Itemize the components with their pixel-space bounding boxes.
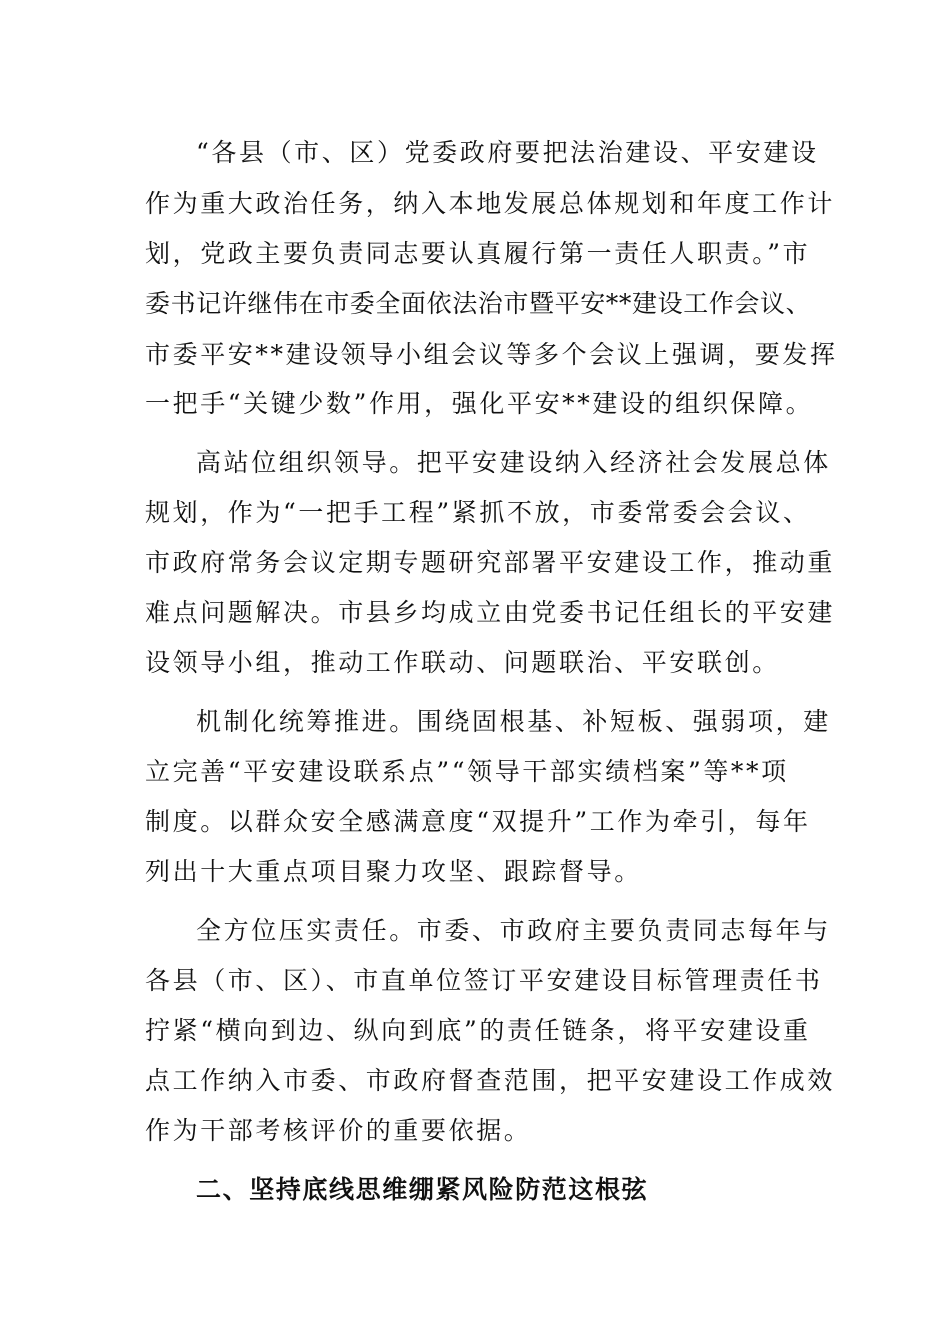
text-line: 各县（市、区）、市直单位签订平安建设目标管理责任书 [145, 966, 823, 995]
section-heading: 二、坚持底线思维绷紧风险防范这根弦 [196, 1175, 649, 1204]
text-line: 作为干部考核评价的重要依据。 [145, 1116, 532, 1145]
text-line: 拧紧“横向到边、纵向到底”的责任链条，将平安建设重 [145, 1016, 811, 1045]
text-line: 规划，作为“一把手工程”紧抓不放，市委常委会会议、 [145, 498, 811, 527]
text-line: 划，党政主要负责同志要认真履行第一责任人职责。”市 [145, 239, 811, 268]
text-line: 高站位组织领导。把平安建设纳入经济社会发展总体 [196, 448, 831, 477]
text-line: 列出十大重点项目聚力攻坚、跟踪督导。 [145, 857, 642, 886]
text-line: 制度。以群众安全感满意度“双提升”工作为牵引，每年 [145, 807, 811, 836]
text-line: 市委平安**建设领导小组会议等多个会议上强调，要发挥 [145, 340, 838, 369]
text-line: “各县（市、区）党委政府要把法治建设、平安建设 [196, 138, 819, 167]
text-line: 作为重大政治任务，纳入本地发展总体规划和年度工作计 [145, 189, 836, 218]
text-line: 委书记许继伟在市委全面依法治市暨平安**建设工作会议、 [145, 289, 812, 318]
text-line: 一把手“关键少数”作用，强化平安**建设的组织保障。 [145, 389, 814, 418]
text-line: 市政府常务会议定期专题研究部署平安建设工作，推动重 [145, 548, 836, 577]
text-line: 点工作纳入市委、市政府督查范围，把平安建设工作成效 [145, 1066, 836, 1095]
text-line: 难点问题解决。市县乡均成立由党委书记任组长的平安建 [145, 598, 836, 627]
text-line: 设领导小组，推动工作联动、问题联治、平安联创。 [145, 648, 780, 677]
text-line: 机制化统筹推进。围绕固根基、补短板、强弱项，建 [196, 707, 831, 736]
text-line: 立完善“平安建设联系点”“领导干部实绩档案”等**项 [145, 757, 789, 786]
text-line: 全方位压实责任。市委、市政府主要负责同志每年与 [196, 916, 831, 945]
